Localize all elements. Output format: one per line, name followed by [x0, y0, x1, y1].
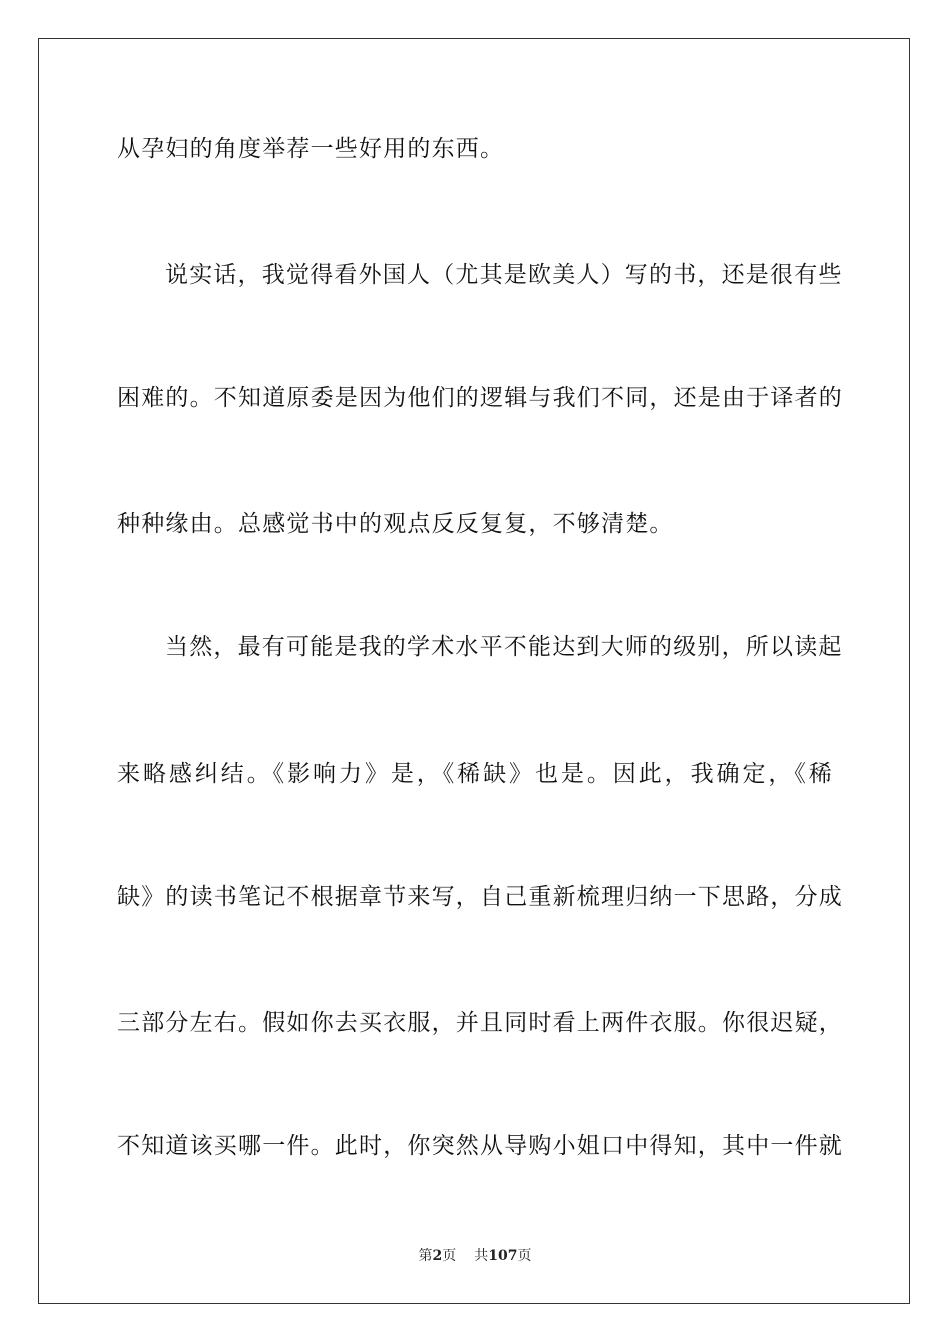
- text-line: 缺》的读书笔记不根据章节来写，自己重新梳理归纳一下思路，分成: [117, 884, 843, 910]
- total-prefix: 共: [474, 1248, 489, 1264]
- page-border: [38, 38, 910, 1304]
- total-pages: 107: [488, 1248, 518, 1264]
- text-line: 说实话，我觉得看外国人（尤其是欧美人）写的书，还是很有些: [165, 262, 843, 288]
- text-line: 困难的。不知道原委是因为他们的逻辑与我们不同，还是由于译者的: [117, 385, 843, 411]
- text-line: 不知道该买哪一件。此时，你突然从导购小姐口中得知，其中一件就: [117, 1133, 843, 1159]
- text-line: 从孕妇的角度举荐一些好用的东西。: [117, 136, 505, 162]
- text-line: 三部分左右。假如你去买衣服，并且同时看上两件衣服。你很迟疑，: [117, 1010, 843, 1036]
- total-suffix: 页: [517, 1248, 532, 1264]
- page-suffix: 页: [442, 1248, 457, 1264]
- page-prefix: 第: [418, 1248, 433, 1264]
- text-line: 当然，最有可能是我的学术水平不能达到大师的级别，所以读起: [165, 634, 843, 660]
- text-line: 来略感纠结。《影响力》是，《稀缺》也是。因此，我确定，《稀: [117, 761, 833, 787]
- page-footer: [0, 1247, 950, 1265]
- text-line: 种种缘由。总感觉书中的观点反反复复，不够清楚。: [117, 511, 674, 537]
- page-number: 2: [432, 1248, 443, 1264]
